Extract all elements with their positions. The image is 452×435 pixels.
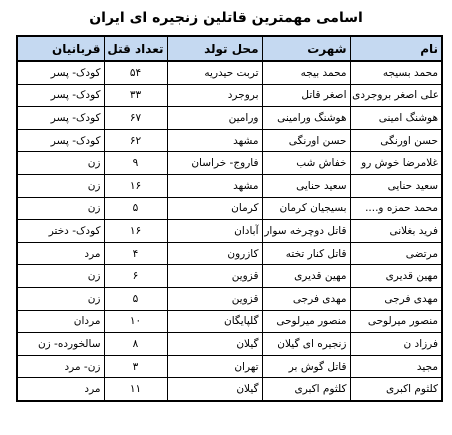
header-count: تعداد قتل xyxy=(104,36,167,61)
cell-birthplace: قزوین xyxy=(167,265,262,288)
cell-name: سعید حنایی xyxy=(350,174,442,197)
cell-birthplace: کرمان xyxy=(167,197,262,220)
cell-nickname: منصور میرلوحی xyxy=(262,310,350,333)
cell-birthplace: کازرون xyxy=(167,242,262,265)
cell-victims: زن xyxy=(17,197,104,220)
cell-victims: زن- مرد xyxy=(17,355,104,378)
cell-count: ۱۶ xyxy=(104,174,167,197)
cell-name: حسن اورنگی xyxy=(350,129,442,152)
table-row xyxy=(17,174,442,197)
cell-birthplace: فاروج- خراسان xyxy=(167,152,262,175)
cell-victims: کودک- دختر xyxy=(17,220,104,243)
cell-birthplace: گیلان xyxy=(167,378,262,401)
table-row xyxy=(17,61,442,84)
cell-nickname: مهدی فرجی xyxy=(262,287,350,310)
cell-name: مهدی فرجی xyxy=(350,287,442,310)
cell-birthplace: گیلان xyxy=(167,333,262,356)
cell-count: ۴ xyxy=(104,242,167,265)
cell-name: علی اصغر بروجردی xyxy=(350,84,442,107)
table-row xyxy=(17,107,442,130)
cell-count: ۳ xyxy=(104,355,167,378)
cell-count: ۳۳ xyxy=(104,84,167,107)
table-header-row xyxy=(17,36,442,61)
table-row xyxy=(17,355,442,378)
table-row xyxy=(17,220,442,243)
page-title: اسامی مهمترین قاتلین زنجیره ای ایران xyxy=(89,10,363,26)
cell-victims: مرد xyxy=(17,242,104,265)
cell-birthplace: مشهد xyxy=(167,174,262,197)
cell-count: ۱۱ xyxy=(104,378,167,401)
cell-nickname: قاتل کنار تخته xyxy=(262,242,350,265)
cell-birthplace: مشهد xyxy=(167,129,262,152)
table-row xyxy=(17,378,442,401)
cell-nickname: زنجیره ای گیلان xyxy=(262,333,350,356)
cell-birthplace: بروجرد xyxy=(167,84,262,107)
cell-name: فرید بغلانی xyxy=(350,220,442,243)
cell-name: مجید xyxy=(350,355,442,378)
cell-birthplace: تربت حیدریه xyxy=(167,61,262,84)
cell-victims: مردان xyxy=(17,310,104,333)
cell-nickname: بسیجیان کرمان xyxy=(262,197,350,220)
cell-name: فرزاد ن xyxy=(350,333,442,356)
header-victims: قربانیان xyxy=(17,36,104,61)
cell-victims: زن xyxy=(17,265,104,288)
cell-count: ۸ xyxy=(104,333,167,356)
header-nickname: شهرت xyxy=(262,36,350,61)
cell-nickname: کلثوم اکبری xyxy=(262,378,350,401)
header-birthplace: محل تولد xyxy=(167,36,262,61)
cell-name: منصور میرلوحی xyxy=(350,310,442,333)
cell-count: ۵ xyxy=(104,287,167,310)
cell-count: ۶۷ xyxy=(104,107,167,130)
cell-nickname: قاتل گوش بر xyxy=(262,355,350,378)
cell-nickname: خفاش شب xyxy=(262,152,350,175)
cell-name: غلامرضا خوش رو xyxy=(350,152,442,175)
cell-count: ۵ xyxy=(104,197,167,220)
cell-victims: کودک- پسر xyxy=(17,61,104,84)
cell-birthplace: گلپایگان xyxy=(167,310,262,333)
cell-victims: زن xyxy=(17,287,104,310)
cell-nickname: محمد بیجه xyxy=(262,61,350,84)
cell-nickname: مهین قدیری xyxy=(262,265,350,288)
cell-birthplace: قزوین xyxy=(167,287,262,310)
killers-table xyxy=(16,35,443,402)
cell-victims: سالخورده- زن xyxy=(17,333,104,356)
table-row xyxy=(17,197,442,220)
cell-nickname: اصغر قاتل xyxy=(262,84,350,107)
cell-birthplace: تهران xyxy=(167,355,262,378)
table-row xyxy=(17,242,442,265)
cell-count: ۱۶ xyxy=(104,220,167,243)
cell-count: ۶ xyxy=(104,265,167,288)
cell-birthplace: ورامین xyxy=(167,107,262,130)
cell-victims: مرد xyxy=(17,378,104,401)
cell-name: محمد بسیجه xyxy=(350,61,442,84)
cell-nickname: سعید حنایی xyxy=(262,174,350,197)
cell-name: کلثوم اکبری xyxy=(350,378,442,401)
cell-count: ۶۲ xyxy=(104,129,167,152)
table-body xyxy=(17,61,442,401)
table-row xyxy=(17,265,442,288)
cell-name: مرتضی xyxy=(350,242,442,265)
table-row xyxy=(17,287,442,310)
cell-nickname: حسن اورنگی xyxy=(262,129,350,152)
cell-victims: زن xyxy=(17,174,104,197)
header-name: نام xyxy=(350,36,442,61)
cell-nickname: هوشنگ ورامینی xyxy=(262,107,350,130)
cell-name: هوشنگ امینی xyxy=(350,107,442,130)
cell-name: محمد حمزه و.... xyxy=(350,197,442,220)
cell-count: ۵۴ xyxy=(104,61,167,84)
cell-victims: کودک- پسر xyxy=(17,84,104,107)
cell-victims: کودک- پسر xyxy=(17,129,104,152)
cell-birthplace: آبادان xyxy=(167,220,262,243)
table-row xyxy=(17,129,442,152)
cell-name: مهین قدیری xyxy=(350,265,442,288)
table-row xyxy=(17,84,442,107)
cell-victims: کودک- پسر xyxy=(17,107,104,130)
cell-nickname: قاتل دوچرخه سوار xyxy=(262,220,350,243)
table-row xyxy=(17,310,442,333)
table-row xyxy=(17,333,442,356)
table-row xyxy=(17,152,442,175)
cell-victims: زن xyxy=(17,152,104,175)
cell-count: ۱۰ xyxy=(104,310,167,333)
cell-count: ۹ xyxy=(104,152,167,175)
